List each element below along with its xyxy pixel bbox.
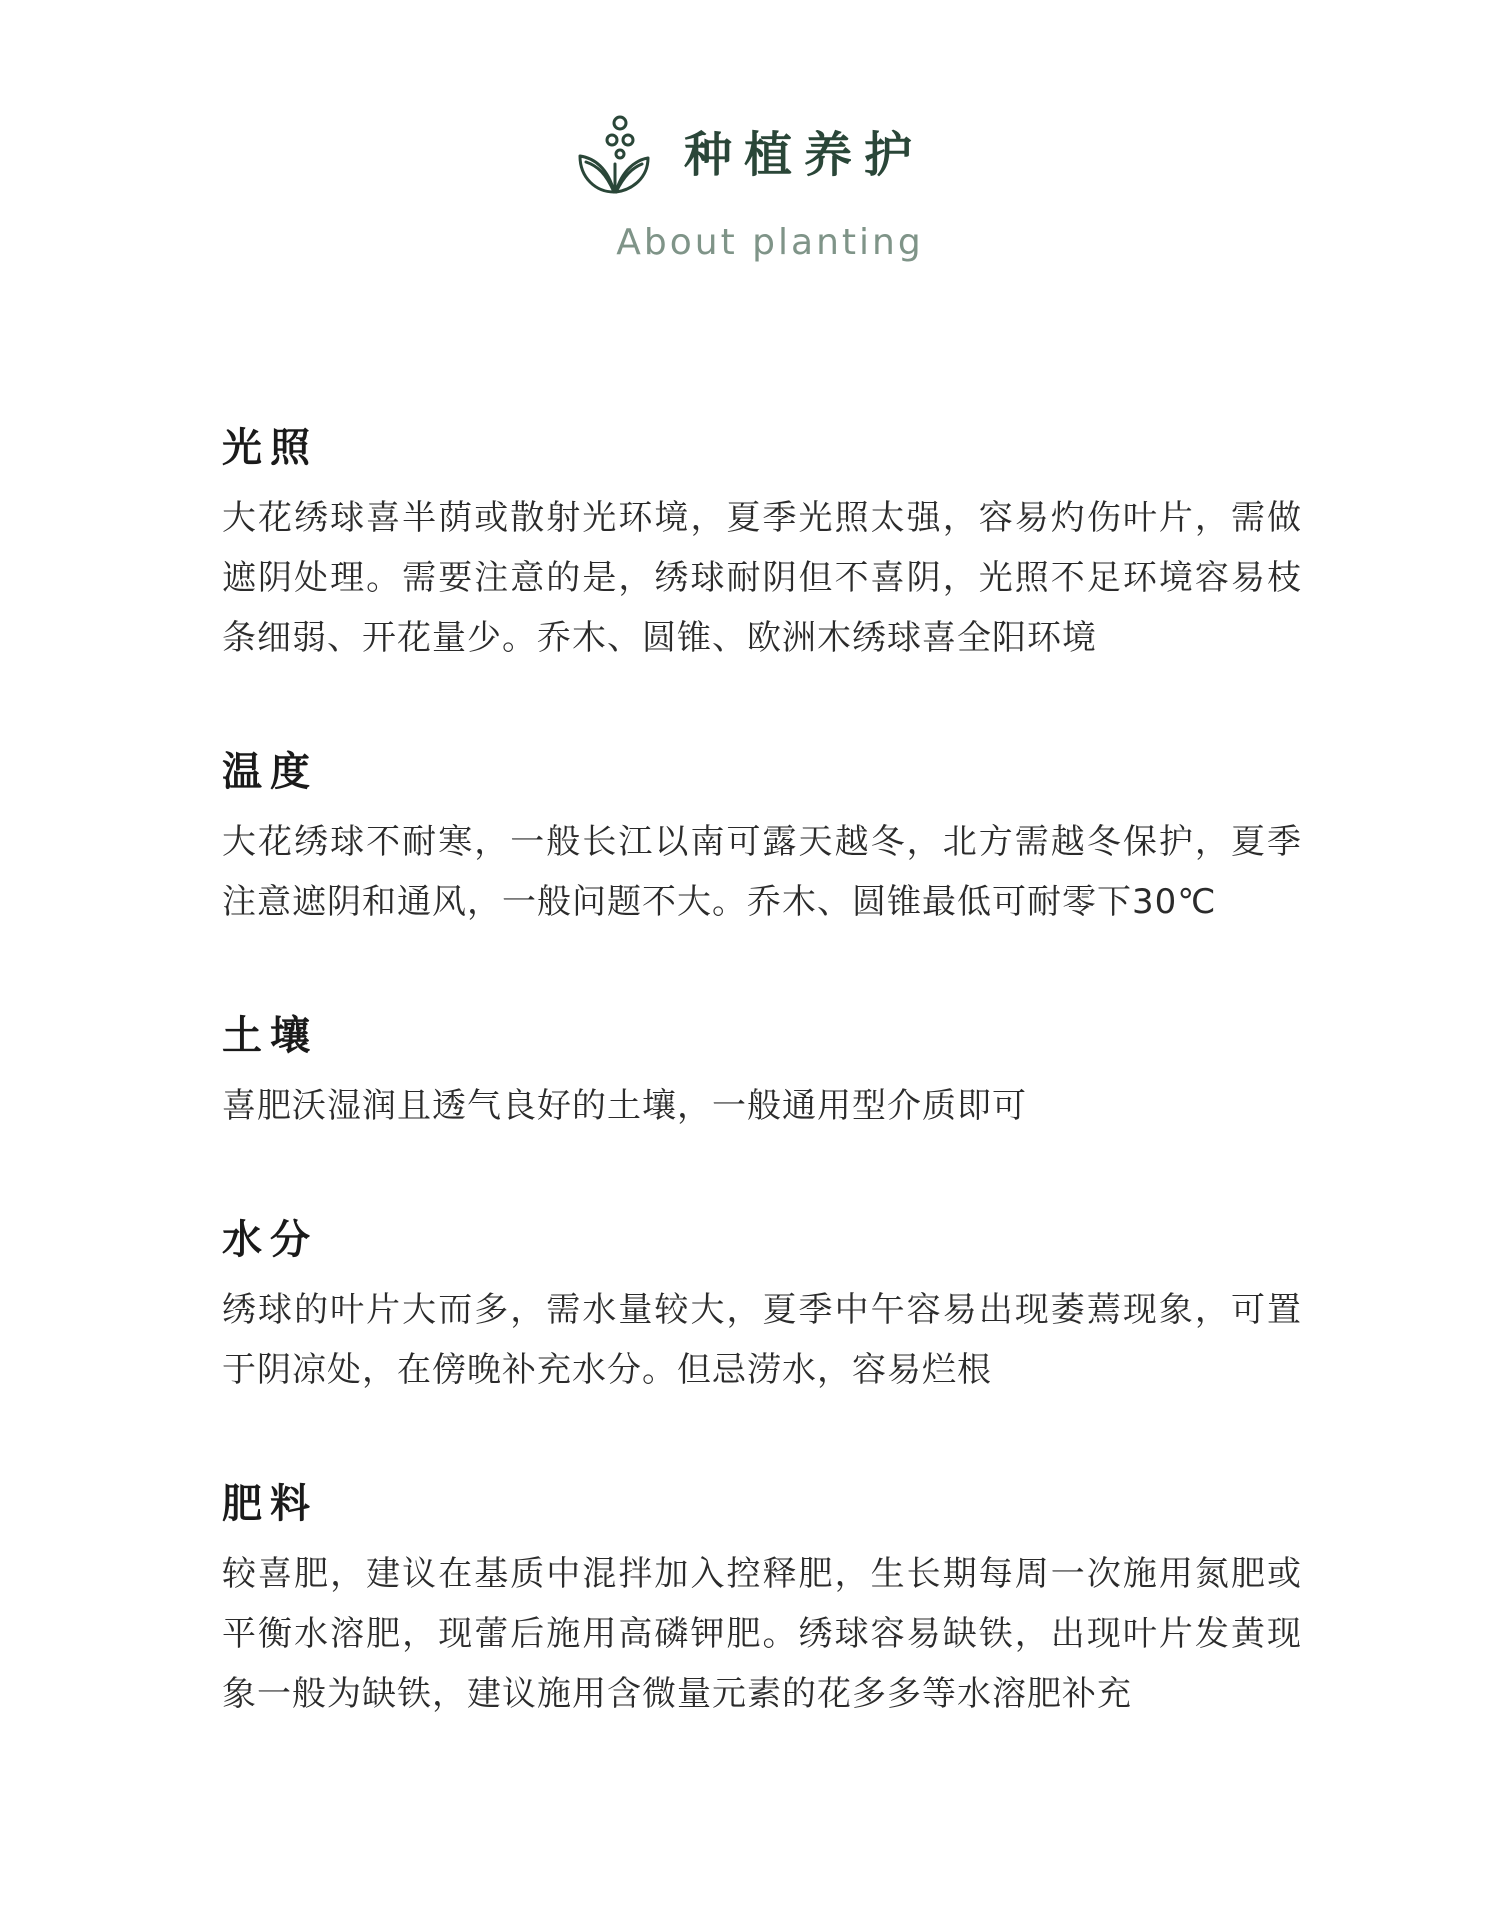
section-fertilizer: [222, 1476, 1302, 1724]
section-heading: 肥料: [222, 1481, 318, 1527]
section-body: 喜肥沃湿润且透气良好的土壤，一般通用型介质即可: [222, 1086, 1027, 1126]
care-content: [222, 420, 1302, 1800]
plant-sprout-icon: [576, 114, 654, 196]
title-row: [0, 110, 1500, 200]
section-body: 大花绣球喜半荫或散射光环境，夏季光照太强，容易灼伤叶片，需做遮阴处理。需要注意的是，绣球耐阴但不喜阴，光照不足环境容易枝条细弱、开花量少。乔木、圆锥、欧洲木绣球喜全阳环境: [222, 498, 1302, 658]
section-soil: [222, 1008, 1302, 1136]
section-heading: 温度: [222, 749, 318, 795]
page-title: 种植养护: [683, 127, 924, 183]
section-heading: 光照: [222, 425, 318, 471]
section-water: [222, 1212, 1302, 1400]
section-body: 绣球的叶片大而多，需水量较大，夏季中午容易出现萎蔫现象，可置于阴凉处，在傍晚补充水分。但忌涝水，容易烂根: [222, 1290, 1302, 1390]
section-body: 较喜肥，建议在基质中混拌加入控释肥，生长期每周一次施用氮肥或平衡水溶肥，现蕾后施用高磷钾肥。绣球容易缺铁，出现叶片发黄现象一般为缺铁，建议施用含微量元素的花多多等水溶肥补充: [222, 1554, 1302, 1714]
page-subtitle: About planting: [616, 222, 924, 263]
section-light: [222, 420, 1302, 668]
section-temperature: [222, 744, 1302, 932]
section-body: 大花绣球不耐寒，一般长江以南可露天越冬，北方需越冬保护，夏季注意遮阴和通风，一般问题不大。乔木、圆锥最低可耐零下30℃: [222, 822, 1302, 922]
section-heading: 水分: [222, 1217, 318, 1263]
section-heading: 土壤: [222, 1013, 318, 1059]
page-header: [0, 110, 1500, 270]
